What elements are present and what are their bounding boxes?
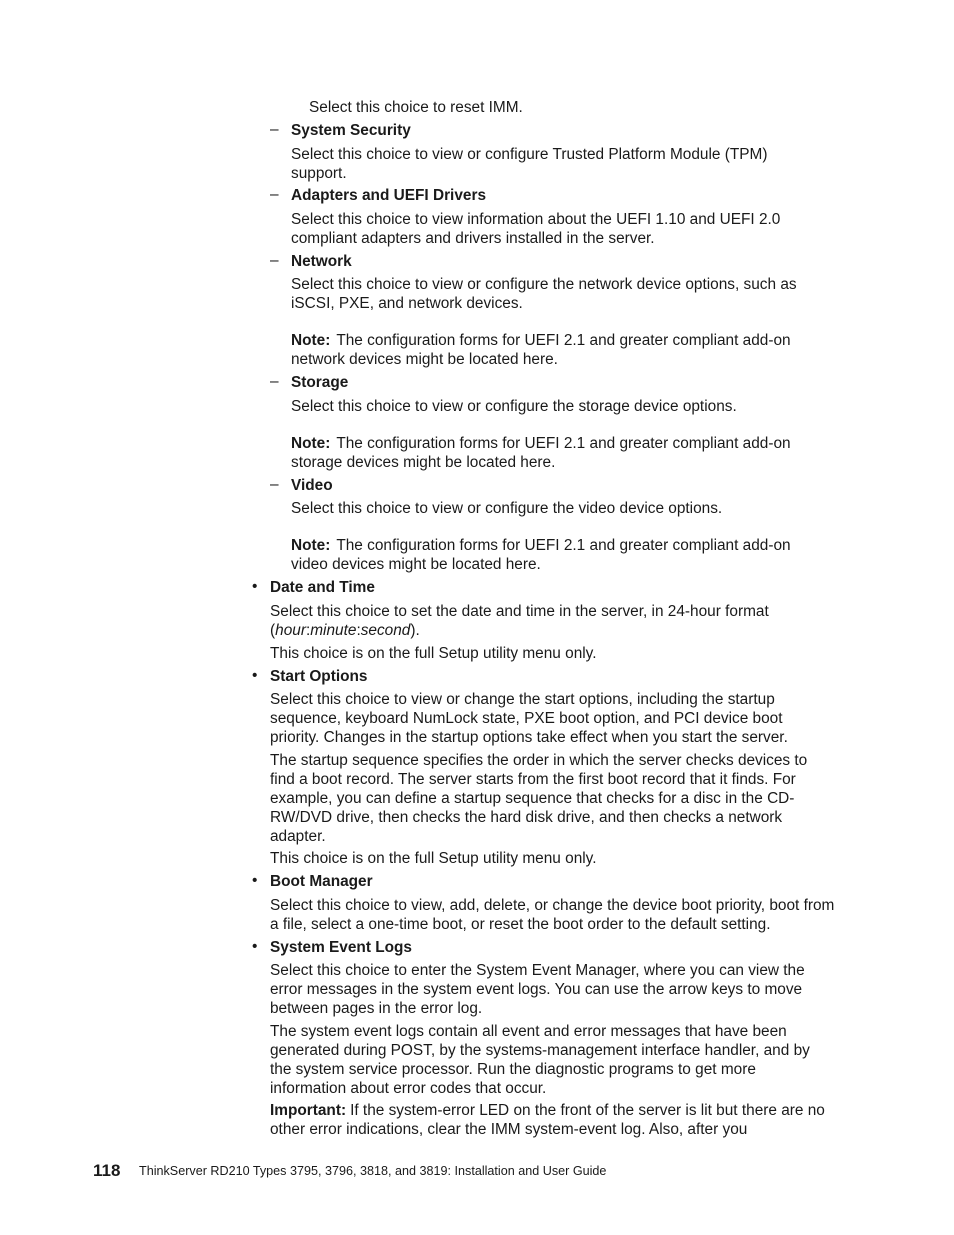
subitem-storage-note	[291, 434, 826, 472]
para-text: ).	[410, 622, 420, 639]
subitem-network-text: Select this choice to view or configure the network device options, such as iSCSI, PXE, and network devices.	[291, 276, 797, 312]
subitem-system-security-title: System Security	[291, 122, 411, 139]
note-label: Note:	[291, 435, 331, 452]
note-text: The configuration forms for UEFI 2.1 and greater compliant add-on video devices might be located here.	[291, 537, 791, 573]
item-date-time-para1	[270, 602, 805, 640]
important-text: If the system-error LED on the front of the server is lit but there are no other error indications, clear the IMM system-event log. Also, after you	[270, 1102, 825, 1138]
subitem-video-title: Video	[291, 477, 333, 494]
italic-hour: hour	[275, 622, 306, 639]
footer-title: ThinkServer RD210 Types 3795, 3796, 3818, and 3819: Installation and User Guide	[139, 1164, 607, 1178]
item-system-event-logs-title: System Event Logs	[270, 939, 412, 956]
separator: :	[305, 622, 311, 639]
dash-marker: –	[270, 121, 279, 138]
intro-text: Select this choice to reset IMM.	[309, 99, 523, 116]
note-text: The configuration forms for UEFI 2.1 and greater compliant add-on storage devices might be located here.	[291, 435, 791, 471]
dash-marker: –	[270, 373, 279, 390]
subitem-adapters-title: Adapters and UEFI Drivers	[291, 187, 487, 204]
para-text: Select this choice to set the date and time in the server, in 24-hour format (	[270, 603, 769, 639]
item-date-time-para2: This choice is on the full Setup utility menu only.	[270, 645, 597, 662]
item-system-event-logs-para1: Select this choice to enter the System Event Manager, where you can view the error messages in the system event logs. You can use the arrow keys to move between pages in the error log.	[270, 962, 805, 1017]
item-boot-manager-para1: Select this choice to view, add, delete, or change the device boot priority, boot from a file, select a one-time boot, or reset the boot order to the default setting.	[270, 897, 835, 933]
dash-marker: –	[270, 476, 279, 493]
item-start-options-para3: This choice is on the full Setup utility menu only.	[270, 850, 597, 867]
item-date-time-title: Date and Time	[270, 579, 375, 596]
italic-second: second	[360, 622, 411, 639]
subitem-system-security-text: Select this choice to view or configure Trusted Platform Module (TPM) support.	[291, 146, 768, 182]
item-start-options-para2: The startup sequence specifies the order in which the server checks devices to find a boot record. The server starts from the first boot record that it finds. For example, you can define a startup sequence that checks for a disc in the CD-RW/DVD drive, then checks the hard disk drive, and then checks a network adapter.	[270, 752, 808, 845]
dash-marker: –	[270, 186, 279, 203]
subitem-video-text: Select this choice to view or configure the video device options.	[291, 500, 723, 517]
dash-marker: –	[270, 252, 279, 269]
subitem-network-title: Network	[291, 253, 352, 270]
bullet-marker: •	[252, 872, 258, 889]
item-start-options-para1: Select this choice to view or change the start options, including the startup sequence, keyboard NumLock state, PXE boot option, and PCI device boot priority. Changes in the startup options take effect when you start the server.	[270, 691, 788, 746]
item-system-event-logs-para2: The system event logs contain all event and error messages that have been generated during POST, by the systems-management interface handler, and by the system service processor. Run the diagnostic programs to get more information about error codes that occur.	[270, 1023, 810, 1097]
subitem-storage-title: Storage	[291, 374, 349, 391]
item-start-options-title: Start Options	[270, 668, 368, 685]
item-system-event-logs-important	[270, 1101, 830, 1139]
italic-minute: minute	[310, 622, 357, 639]
note-text: The configuration forms for UEFI 2.1 and greater compliant add-on network devices might be located here.	[291, 332, 791, 368]
subitem-storage-text: Select this choice to view or configure the storage device options.	[291, 398, 737, 415]
subitem-video-note	[291, 536, 826, 574]
subitem-network-note	[291, 331, 826, 369]
bullet-marker: •	[252, 667, 258, 684]
page-number: 118	[93, 1161, 121, 1180]
important-label: Important:	[270, 1102, 347, 1119]
bullet-marker: •	[252, 578, 258, 595]
item-boot-manager-title: Boot Manager	[270, 873, 373, 890]
separator: :	[356, 622, 361, 639]
subitem-adapters-text: Select this choice to view information about the UEFI 1.10 and UEFI 2.0 compliant adapters and drivers installed in the server.	[291, 211, 781, 247]
note-label: Note:	[291, 332, 331, 349]
note-label: Note:	[291, 537, 331, 554]
bullet-marker: •	[252, 938, 258, 955]
